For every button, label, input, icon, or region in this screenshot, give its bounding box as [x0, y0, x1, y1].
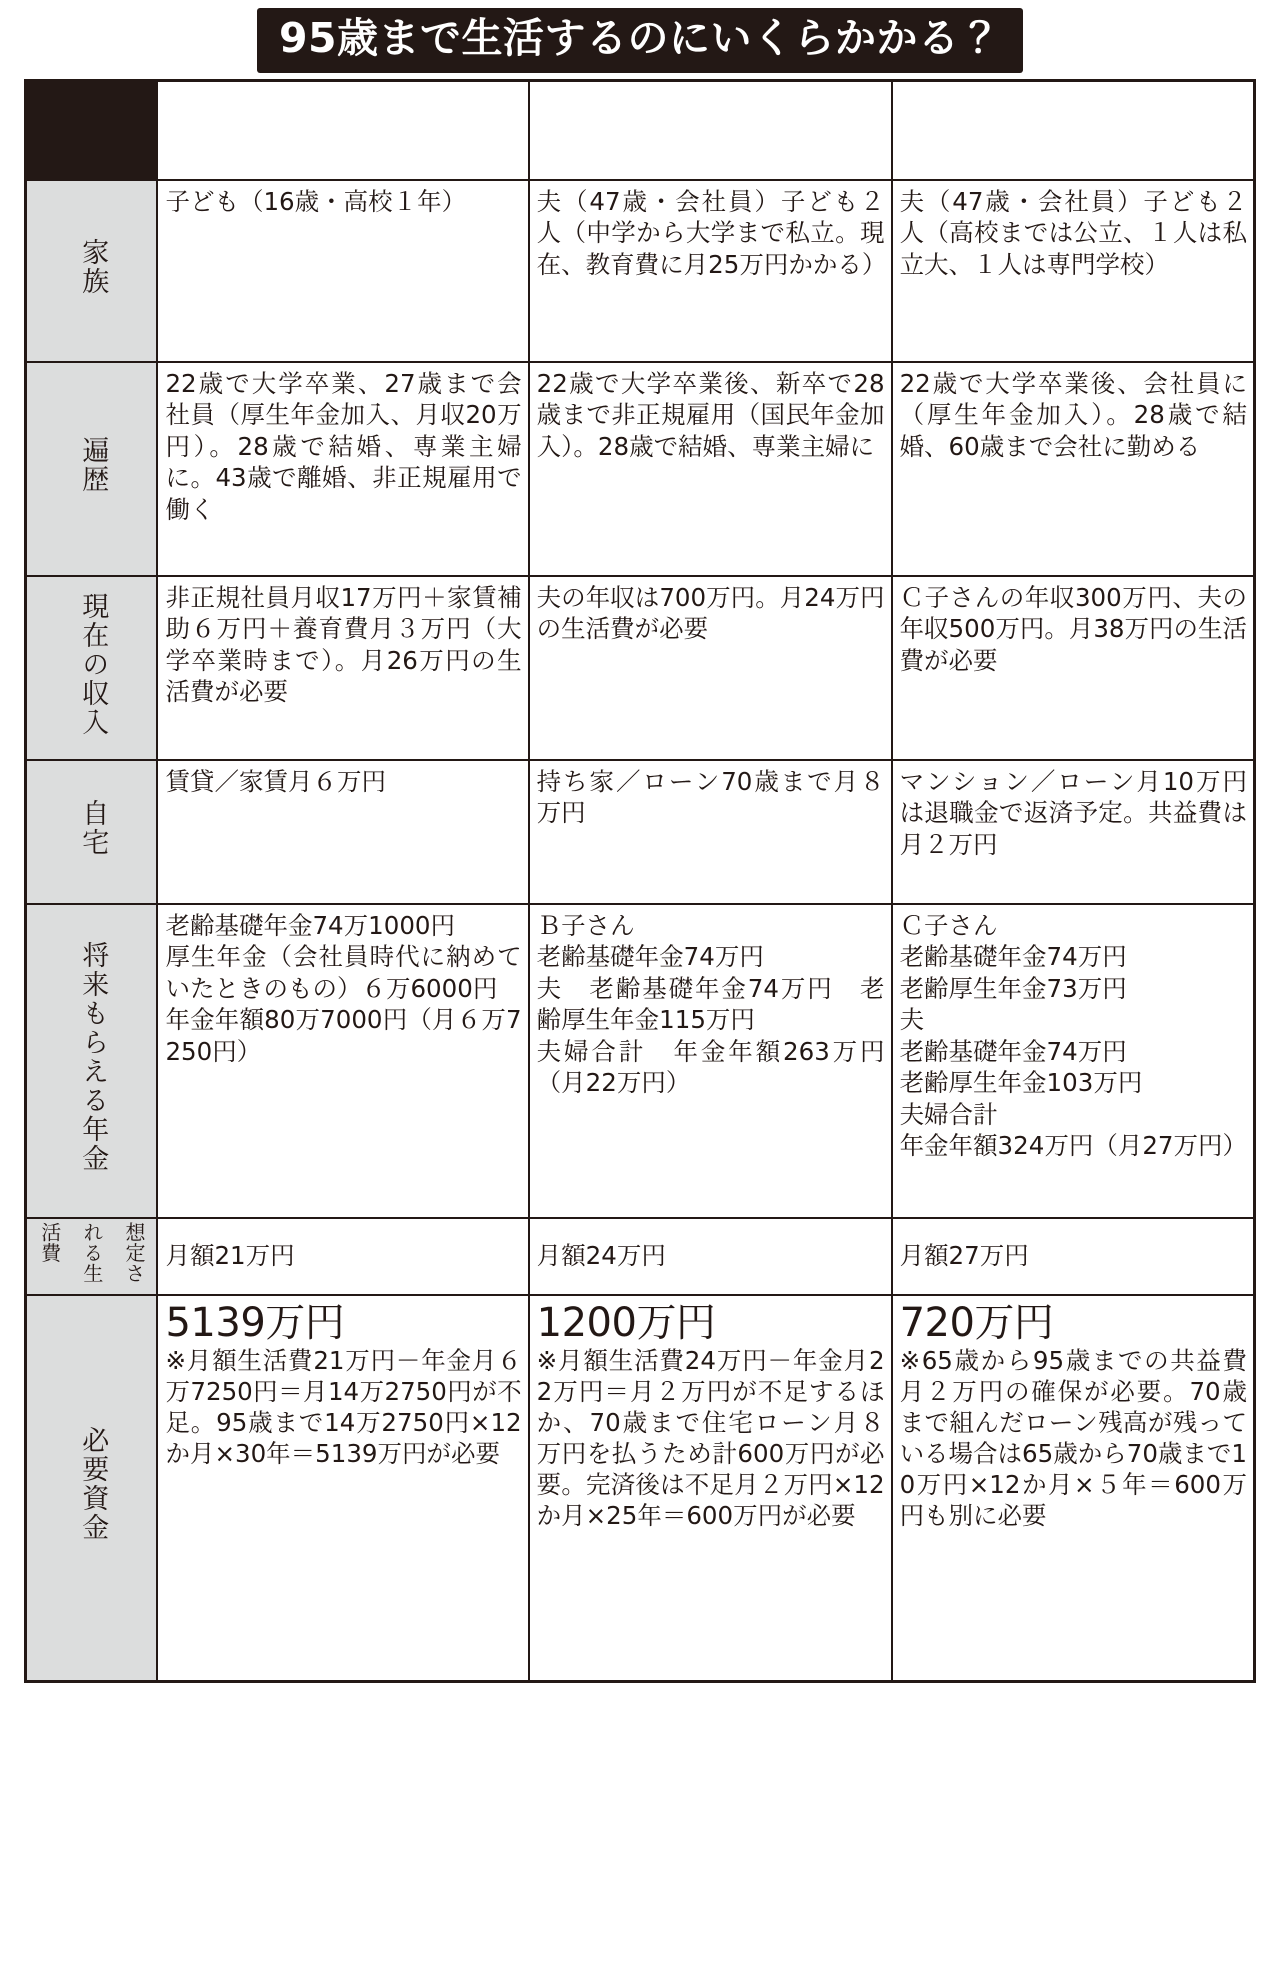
row-label-home: [26, 760, 158, 904]
cell-text: 夫 老齢基礎年金74万円 老齢厚生年金115万円: [536, 973, 885, 1035]
table-header-row: [26, 80, 1255, 180]
row-label-estimated-living-cost: [26, 1218, 158, 1295]
cell-home-a: [157, 760, 528, 904]
cell-text: 年金年額80万7000円（月６万7250円）: [165, 1005, 522, 1066]
cell-text: Ｃ子さん: [899, 910, 998, 940]
row-label-text-line2: れる生: [79, 1221, 104, 1284]
cell-text: 老齢基礎年金74万円: [899, 1036, 1127, 1066]
row-label-family: [26, 180, 158, 362]
cell-home-b: [529, 760, 892, 904]
cell-text: 賃貸／家賃月６万円: [165, 766, 386, 796]
cell-needed-b: [529, 1295, 892, 1682]
cell-text: 月額24万円: [536, 1241, 666, 1271]
cell-text: 22歳で大学卒業後、会社員に（厚生年金加入）。28歳で結婚、60歳まで会社に勤める: [899, 368, 1247, 461]
table-row: [26, 904, 1255, 1218]
cell-text: ※65歳から95歳までの共益費月２万円の確保が必要。70歳まで組んだローン残高が残っている場合は65歳から70歳まで10万円×12か月×５年＝600万円も別に必要: [899, 1345, 1247, 1530]
table-header: [26, 80, 1255, 180]
cell-text: 老齢厚生年金103万円: [899, 1068, 1143, 1098]
row-label-current-income: [26, 576, 158, 760]
cell-text: 月額21万円: [165, 1241, 295, 1271]
table-body: [26, 180, 1255, 1682]
row-label-text: 現在の収入: [77, 591, 109, 737]
cell-income-c: [892, 576, 1255, 760]
row-label-career: [26, 362, 158, 576]
cell-pension-b: [529, 904, 892, 1218]
cell-text: Ｃ子さんの年収300万円、夫の年収500万円。月38万円の生活費が必要: [899, 582, 1247, 675]
cell-text: 老齢基礎年金74万円: [899, 942, 1127, 972]
required-amount-c: 720万円: [899, 1299, 1054, 1346]
row-label-text: 将来もらえる年金: [77, 941, 109, 1174]
cell-living-a: [157, 1218, 528, 1295]
required-amount-b: 1200万円: [536, 1299, 716, 1346]
cell-income-a: [157, 576, 528, 760]
cell-income-b: [529, 576, 892, 760]
cell-text: 月額27万円: [899, 1241, 1029, 1271]
required-amount-a: 5139万円: [165, 1299, 345, 1346]
cell-text: ※月額生活費21万円－年金月６万7250円＝月14万2750円が不足。95歳まで14万2750円×12か月×30年＝5139万円が必要: [165, 1345, 522, 1468]
cell-text: 22歳で大学卒業後、新卒で28歳まで非正規雇用（国民年金加入）。28歳で結婚、専業主婦に: [536, 368, 885, 461]
table-row: [26, 1295, 1255, 1682]
cell-text: 非正規社員月収17万円＋家賃補助６万円＋養育費月３万円（大学卒業時まで）。月26万円の生活費が必要: [165, 582, 522, 707]
cell-family-c: [892, 180, 1255, 362]
column-header-b: B子（専業主婦）: [529, 80, 892, 180]
cost-comparison-table: [24, 79, 1256, 1683]
title-area: [0, 0, 1280, 79]
row-label-text: 必要資金: [77, 1426, 109, 1543]
table-row: [26, 1218, 1255, 1295]
row-label-text: 自宅: [77, 799, 109, 858]
cell-family-b: [529, 180, 892, 362]
cell-text: 夫の年収は700万円。月24万円の生活費が必要: [536, 582, 885, 644]
cell-career-c: [892, 362, 1255, 576]
row-label-future-pension: [26, 904, 158, 1218]
cell-text: 夫（47歳・会社員）子ども２人（高校までは公立、１人は私立大、１人は専門学校）: [899, 186, 1247, 279]
cell-needed-a: [157, 1295, 528, 1682]
cell-pension-a: [157, 904, 528, 1218]
row-label-text: 遍歴: [77, 436, 109, 495]
cell-text: 老齢基礎年金74万1000円: [165, 910, 455, 940]
cell-text: 22歳で大学卒業、27歳まで会社員（厚生年金加入、月収20万円）。28歳で結婚、専業主婦に。43歳で離婚、非正規雇用で働く: [165, 368, 522, 524]
header-corner-cell: [26, 80, 158, 180]
cell-living-c: [892, 1218, 1255, 1295]
row-label-text-line1: 想定さ: [122, 1221, 147, 1284]
row-label-text: 家族: [77, 238, 109, 297]
row-label-text-line3: 活費: [37, 1221, 62, 1263]
cell-text: 夫婦合計 年金年額263万円（月22万円）: [536, 1036, 885, 1098]
cell-text: 年金年額324万円（月27万円）: [899, 1131, 1247, 1161]
cell-text: マンション／ローン月10万円は退職金で返済予定。共益費は月２万円: [899, 766, 1247, 859]
table-row: [26, 760, 1255, 904]
cell-text: 持ち家／ローン70歳まで月８万円: [536, 766, 885, 828]
cell-family-a: [157, 180, 528, 362]
column-header-a: A子（シングルマザー）: [157, 80, 528, 180]
cell-text: ※月額生活費24万円－年金月22万円＝月２万円が不足するほか、70歳まで住宅ローン月８万円を払うため計600万円が必要。完済後は不足月２万円×12か月×25年＝600万円が必要: [536, 1345, 885, 1530]
cell-text: 老齢厚生年金73万円: [899, 973, 1127, 1003]
table-row: [26, 362, 1255, 576]
cell-text: 子ども（16歳・高校１年）: [165, 186, 467, 216]
column-header-c: C子（共働き）: [892, 80, 1255, 180]
cell-text: 夫: [899, 1005, 925, 1035]
cell-text: 夫婦合計: [899, 1099, 998, 1129]
table-row: [26, 576, 1255, 760]
cell-text: 厚生年金（会社員時代に納めていたときのもの）６万6000円: [165, 942, 522, 1003]
cell-text: 老齢基礎年金74万円: [536, 942, 764, 972]
row-label-required-funds: [26, 1295, 158, 1682]
table-row: [26, 180, 1255, 362]
cell-pension-c: [892, 904, 1255, 1218]
cell-text: Ｂ子さん: [536, 910, 635, 940]
cell-text: 夫（47歳・会社員）子ども２人（中学から大学まで私立。現在、教育費に月25万円かかる）: [536, 186, 887, 279]
page-title: 95歳まで生活するのにいくらかかる？: [257, 8, 1023, 73]
cell-needed-c: [892, 1295, 1255, 1682]
cell-career-a: [157, 362, 528, 576]
cell-home-c: [892, 760, 1255, 904]
cell-career-b: [529, 362, 892, 576]
cell-living-b: [529, 1218, 892, 1295]
